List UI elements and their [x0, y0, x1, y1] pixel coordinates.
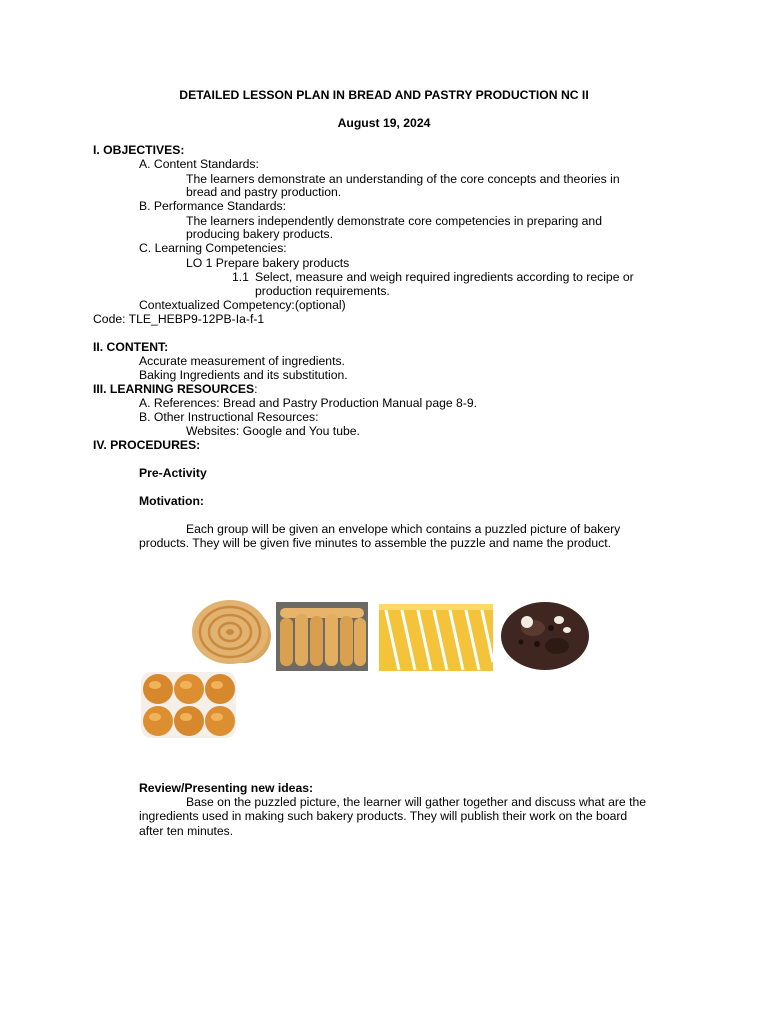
learning-competencies-label: C. Learning Competencies: — [139, 241, 287, 255]
competency-item-text-1: Select, measure and weigh required ingredients according to recipe or — [255, 270, 634, 284]
document-date: August 19, 2024 — [337, 116, 431, 130]
bread-sticks-photo — [276, 602, 368, 671]
motivation-heading: Motivation: — [139, 494, 204, 508]
yellow-pastry-strips-image — [379, 604, 493, 671]
procedures-heading: IV. PROCEDURES: — [93, 438, 201, 452]
resources-heading — [93, 382, 258, 396]
content-heading: II. CONTENT: — [93, 340, 169, 354]
performance-standards-text-2: producing bakery products. — [186, 227, 334, 241]
content-standards-text-1: The learners demonstrate an understanding of the core concepts and theories in — [186, 172, 620, 186]
ensaymada-photo — [190, 598, 272, 668]
dinner-rolls-photo — [139, 670, 238, 740]
competency-item-number: 1.1 — [232, 270, 249, 284]
pre-activity-heading: Pre-Activity — [139, 466, 207, 480]
yellow-pastry-strips-photo — [379, 604, 493, 671]
review-text-2: ingredients used in making such bakery products. They will publish their work on the board — [139, 809, 628, 823]
learning-outcome: LO 1 Prepare bakery products — [186, 256, 350, 270]
competency-item-text-2: production requirements. — [255, 284, 390, 298]
document-title: DETAILED LESSON PLAN IN BREAD AND PASTRY PRODUCTION NC II — [179, 88, 589, 102]
review-text-1: Base on the puzzled picture, the learner will gather together and discuss what are the — [186, 795, 647, 809]
other-resources-label: B. Other Instructional Resources: — [139, 410, 319, 424]
resources-heading-text: III. LEARNING RESOURCES — [93, 382, 255, 396]
references-line: A. References: Bread and Pastry Production Manual page 8-9. — [139, 396, 478, 410]
review-text-3: after ten minutes. — [139, 824, 234, 838]
dinner-rolls-image — [139, 670, 238, 740]
content-line-2: Baking Ingredients and its substitution. — [139, 368, 348, 382]
performance-standards-label: B. Performance Standards: — [139, 199, 286, 213]
performance-standards-text-1: The learners independently demonstrate core competencies in preparing and — [186, 214, 602, 228]
contextualized-competency: Contextualized Competency:(optional) — [139, 298, 346, 312]
motivation-text-2: products. They will be given five minutes to assemble the puzzle and name the product. — [139, 536, 611, 550]
chocolate-cookie-image — [497, 598, 593, 671]
content-standards-label: A. Content Standards: — [139, 157, 259, 171]
review-heading: Review/Presenting new ideas: — [139, 781, 314, 795]
websites-line: Websites: Google and You tube. — [186, 424, 360, 438]
motivation-text-1: Each group will be given an envelope which contains a puzzled picture of bakery — [186, 522, 621, 536]
content-standards-text-2: bread and pastry production. — [186, 185, 342, 199]
ensaymada-image — [190, 598, 272, 668]
bread-sticks-image — [276, 602, 368, 671]
objectives-heading: I. OBJECTIVES: — [93, 143, 185, 157]
chocolate-cookie-photo — [497, 598, 593, 671]
resources-heading-colon: : — [254, 382, 258, 396]
competency-code: Code: TLE_HEBP9-12PB-Ia-f-1 — [93, 312, 265, 326]
content-line-1: Accurate measurement of ingredients. — [139, 354, 345, 368]
